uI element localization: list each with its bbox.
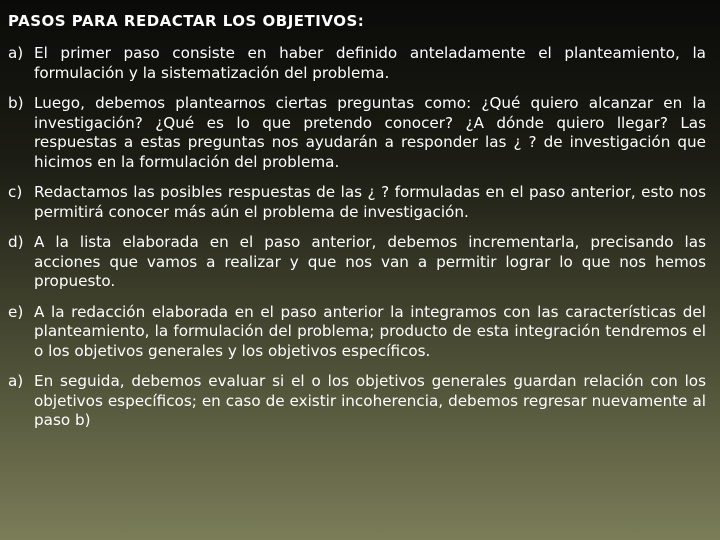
list-item <box>8 44 712 83</box>
list-item <box>8 233 712 292</box>
list-item-text: En seguida, debemos evaluar si el o los objetivos generales guardan relación con los objetivos específicos; en caso de existir incoherencia, debemos regresar nuevamente al paso b) <box>34 372 706 429</box>
slide-title: PASOS PARA REDACTAR LOS OBJETIVOS: <box>8 12 365 30</box>
list-item-text: Redactamos las posibles respuestas de las ¿ ? formuladas en el paso anterior, esto nos permitirá conocer más aún el problema de investigación. <box>34 183 706 221</box>
list-marker: e) <box>8 302 24 321</box>
list-marker: b) <box>8 94 24 112</box>
list-item <box>8 94 712 172</box>
list-item-text: Luego, debemos plantearnos ciertas preguntas como: ¿Qué quiero alcanzar en la investigación? ¿Qué es lo que pretendo conocer? ¿A dónde quiero llegar? Las respuestas a estas preguntas nos ayudarán a responder las ¿ ? de investigación que hicimos en la formulación del problema. <box>34 94 706 171</box>
list-marker: a) <box>8 44 24 62</box>
list-item-text: El primer paso consiste en haber definido anteladamente el planteamiento, la formulación y la sistematización del problema. <box>34 44 706 82</box>
list-marker: c) <box>8 183 23 201</box>
list-item-text: A la lista elaborada en el paso anterior, debemos incrementarla, precisando las acciones que vamos a realizar y que nos van a permitir lograr lo que nos hemos propuesto. <box>34 233 706 290</box>
list-marker: a) <box>8 372 24 390</box>
list-marker: d) <box>8 233 24 251</box>
list-item <box>8 183 712 222</box>
list-item <box>8 303 712 362</box>
list-item <box>8 372 712 431</box>
list-item-text: A la redacción elaborada en el paso anterior la integramos con las características del planteamiento, la formulación del problema; producto de esta integración tendremos el o los objetivos generales y los objetivos específicos. <box>34 302 706 360</box>
